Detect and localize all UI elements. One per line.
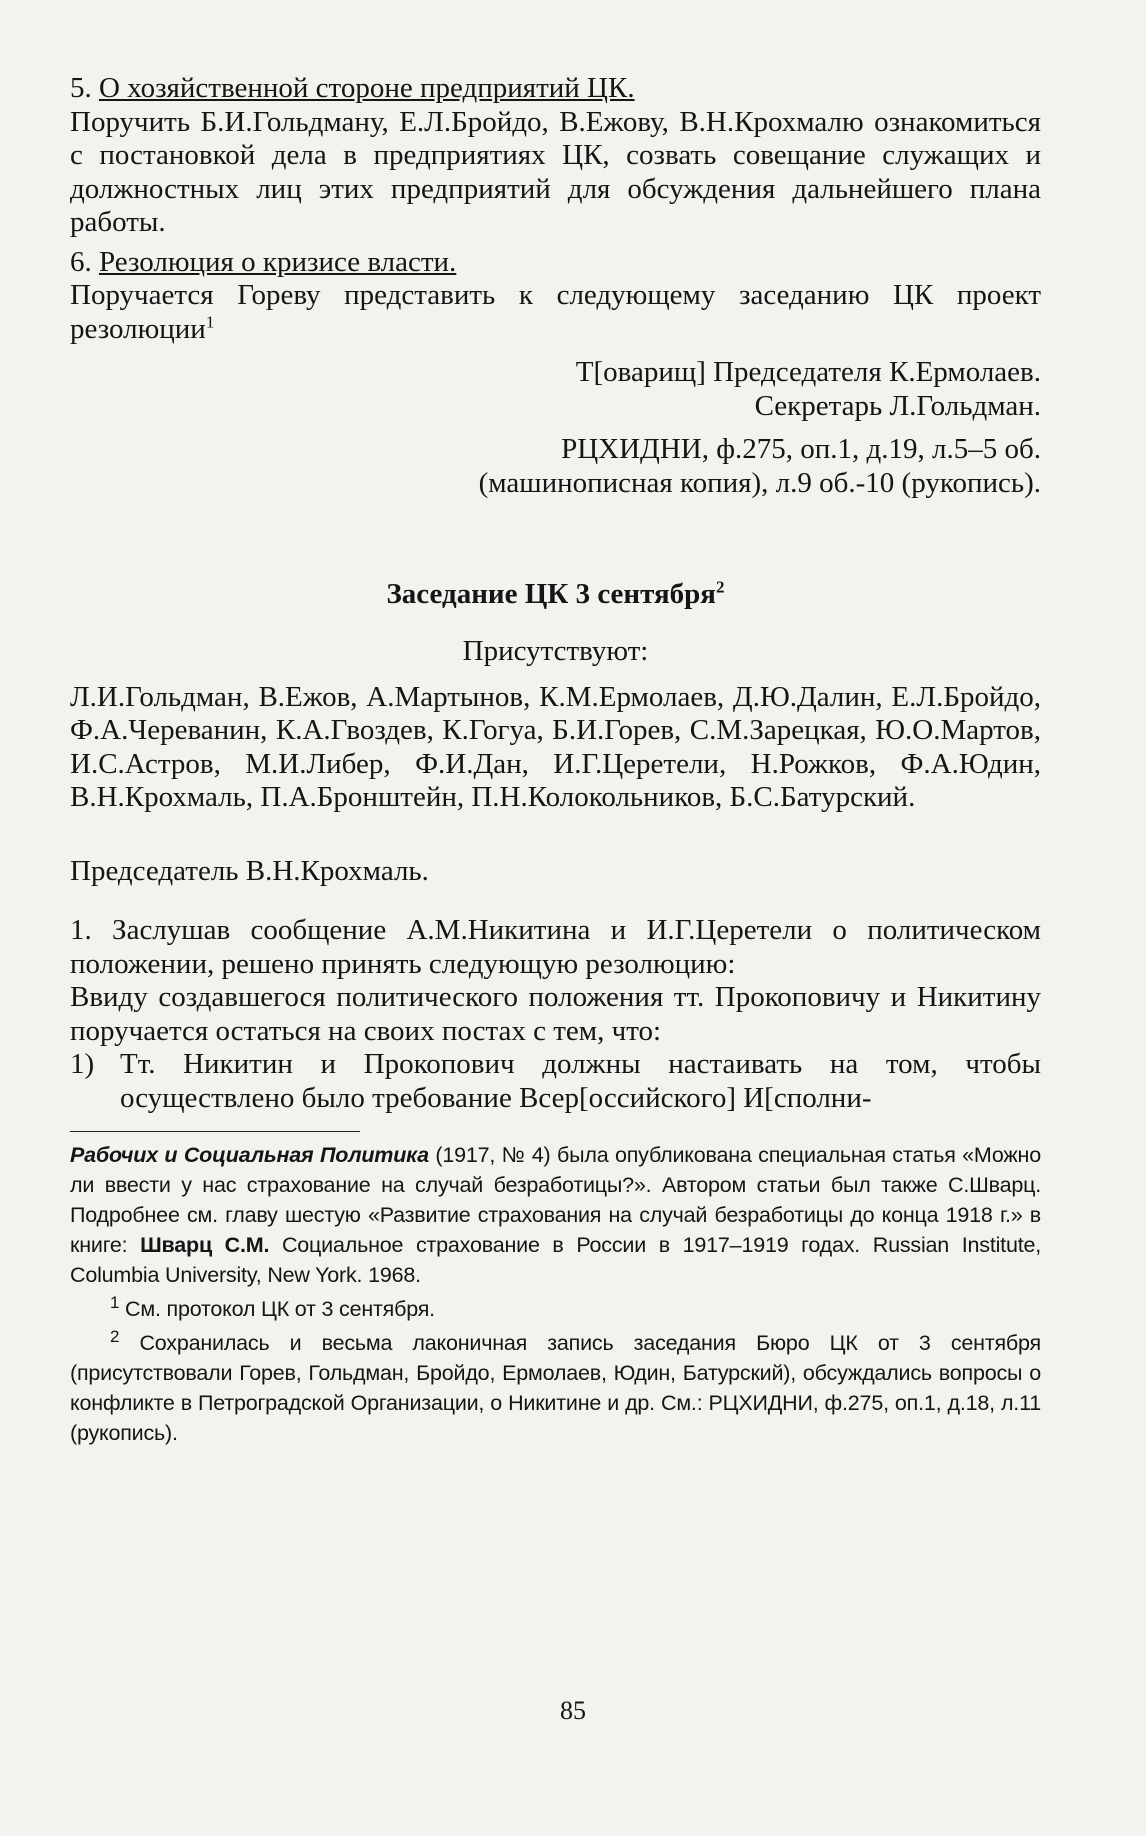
- item-6-title: Резолюция о кризисе власти.: [99, 245, 457, 278]
- footnote-1: [70, 1294, 1041, 1324]
- footnote-mark-1: 1: [205, 311, 215, 331]
- item-6-heading: [70, 246, 1041, 280]
- footnote-mark-2: 2: [716, 577, 725, 597]
- footnotes: [70, 1140, 1041, 1448]
- item-6-text: Поручается Гореву представить к следующему заседанию ЦК проект резолюции: [70, 279, 1041, 345]
- archive-ref-line-1: РЦХИДНИ, ф.275, оп.1, д.19, л.5–5 об.: [561, 433, 1041, 465]
- subpoint-1-number: 1): [70, 1048, 95, 1080]
- chairman: Председатель В.Н.Крохмаль.: [70, 854, 429, 887]
- footnote-journal-title: Рабочих и Социальная Политика: [70, 1143, 429, 1167]
- present-list: Л.И.Гольдман, В.Ежов, А.Мартынов, К.М.Ермолаев, Д.Ю.Далин, Е.Л.Бройдо, Ф.А.Череванин, К.А.Гвоздев, К.Гогуа, Б.И.Горев, С.М.Зарецкая, Ю.О.Мартов, И.С.Астров, М.И.Либер, Ф.И.Дан, И.Г.Церетели, Н.Рожков, Ф.А.Юдин, В.Н.Крохмаль, П.А.Бронштейн, П.Н.Колокольников, Б.С.Батурский.: [70, 680, 1041, 813]
- point-1: 1. Заслушав сообщение А.М.Никитина и И.Г.Церетели о политическом положении, решено принять следующую резолюцию:: [70, 914, 1041, 980]
- footnote-1-mark: 1: [110, 1292, 120, 1312]
- footnote-2-mark: 2: [110, 1326, 120, 1346]
- resolution-intro: Ввиду создавшегося политического положения тт. Прокоповичу и Никитину поручается остаться на своих постах с тем, что:: [70, 981, 1041, 1047]
- item-5-number: 5.: [70, 72, 92, 104]
- page-number: 85: [560, 1696, 586, 1725]
- footnote-continued-tail: Социальное страхование в России в 1917–1919 годах. Russian Institute, Columbia University, New York. 1968.: [70, 1233, 1042, 1287]
- archive-ref-line-2: (машинописная копия), л.9 об.-10 (рукопись).: [478, 466, 1041, 499]
- footnote-2-text: Сохранилась и весьма лаконичная запись заседания Бюро ЦК от 3 сентября (присутствовали Горев, Гольдман, Бройдо, Ермолаев, Юдин, Батурский), обсуждались вопросы о конфликте в Петроградской Организации, о Никитине и др. См.: РЦХИДНИ, ф.275, оп.1, д.18, л.11 (рукопись).: [70, 1331, 1041, 1445]
- present-label: Присутствуют:: [462, 635, 649, 667]
- item-6-body: [70, 279, 1041, 346]
- item-5-body: Поручить Б.И.Гольдману, Е.Л.Бройдо, В.Ежову, В.Н.Крохмалю ознакомиться с постановкой дела в предприятиях ЦК, созвать совещание служащих и должностных лиц этих предприятий для обсуждения дальнейшего плана работы.: [70, 105, 1041, 238]
- footnote-2: [70, 1328, 1041, 1448]
- subpoint-1-text: Тт. Никитин и Прокопович должны настаивать на том, чтобы осуществлено было требование Всер[оссийского] И[сполни-: [120, 1048, 1041, 1114]
- signature-chair: Т[оварищ] Председателя К.Ермолаев.: [575, 356, 1041, 388]
- item-5-title: О хозяйственной стороне предприятий ЦК.: [99, 72, 635, 104]
- footnote-continued-text: (1917, № 4) была опубликована специальная статья «Можно ли ввести у нас страхование на случай безработицы?». Автором статьи был также С.Шварц. Подробнее см. главу шестую «Развитие страхования на случай безработицы до конца 1918 г.» в книге:: [70, 1143, 1041, 1257]
- footnote-author: Шварц С.М.: [140, 1233, 270, 1257]
- item-6-number: 6.: [70, 245, 92, 278]
- footnote-1-text: См. протокол ЦК от 3 сентября.: [125, 1297, 435, 1321]
- item-5-heading: [70, 72, 1041, 106]
- footnote-divider: [70, 1131, 360, 1132]
- signature-secretary: Секретарь Л.Гольдман.: [754, 389, 1041, 422]
- meeting-title: [70, 578, 1041, 611]
- meeting-title-text: Заседание ЦК 3 сентября: [386, 578, 716, 610]
- subpoint-1: [70, 1048, 1041, 1115]
- footnote-continued: [70, 1140, 1041, 1290]
